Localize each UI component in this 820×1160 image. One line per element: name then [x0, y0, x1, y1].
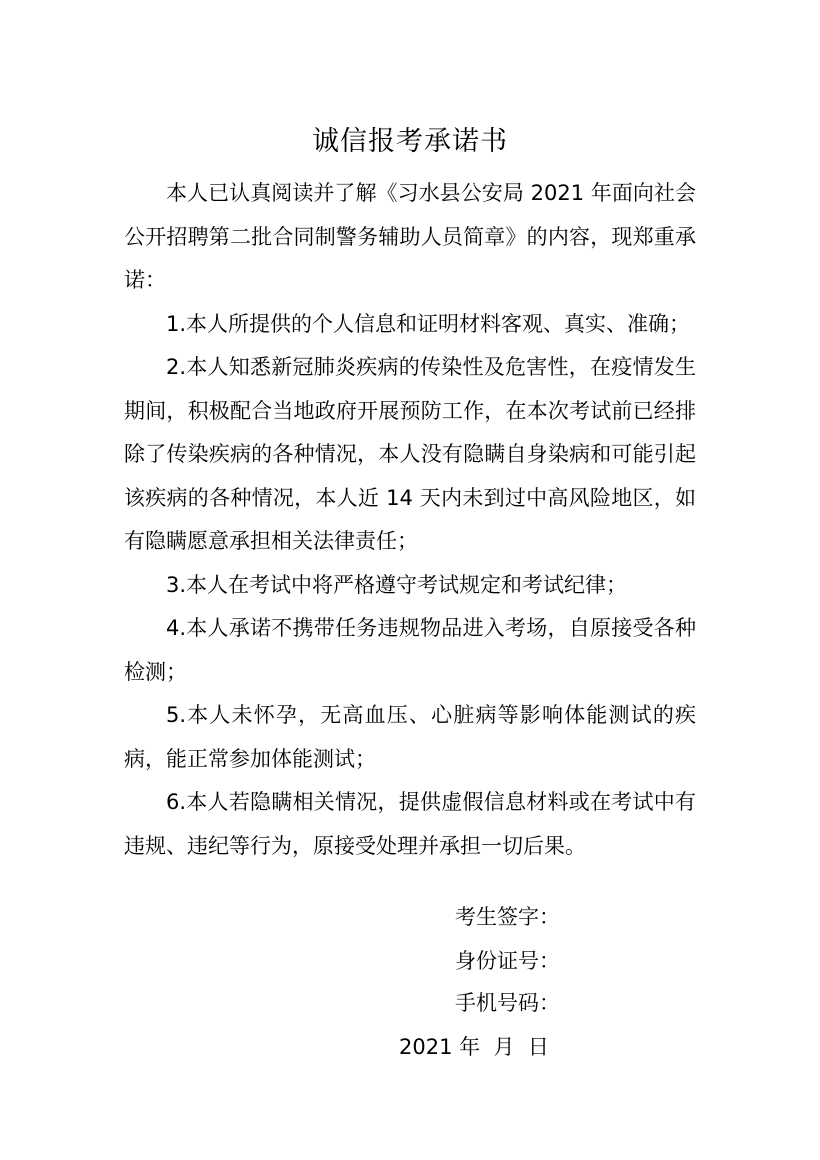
signature-id-label: 身份证号： [455, 949, 560, 973]
signature-phone-label: 手机号码： [455, 991, 560, 1015]
pledge-item-1: 1.本人所提供的个人信息和证明材料客观、真实、准确； [166, 311, 691, 336]
pledge-item-4: 4.本人承诺不携带任务违规物品进入考场，自原接受各种检测； [124, 616, 696, 684]
signature-name-label: 考生签字： [455, 905, 560, 929]
intro-paragraph: 本人已认真阅读并了解《习水县公安局 2021 年面向社会公开招聘第二批合同制警务辅助人员简章》的内容，现郑重承诺： [124, 181, 696, 292]
document-title: 诚信报考承诺书 [312, 126, 508, 157]
pledge-item-3: 3.本人在考试中将严格遵守考试规定和考试纪律； [166, 572, 628, 597]
document-body [124, 172, 696, 868]
pledge-item-6: 6.本人若隐瞒相关情况，提供虚假信息材料或在考试中有违规、违纪等行为，原接受处理并承担一切后果。 [124, 790, 696, 858]
signature-date: 2021 年 月 日 [399, 1035, 549, 1059]
pledge-item-5: 5.本人未怀孕，无高血压、心脏病等影响体能测试的疾病，能正常参加体能测试； [124, 703, 696, 771]
pledge-item-2: 2.本人知悉新冠肺炎疾病的传染性及危害性，在疫情发生期间，积极配合当地政府开展预防工作，在本次考试前已经排除了传染疾病的各种情况，本人没有隐瞒自身染病和可能引起该疾病的各种情况，本人近 14 天内未到过中高风险地区，如有隐瞒愿意承担相关法律责任； [124, 355, 696, 553]
